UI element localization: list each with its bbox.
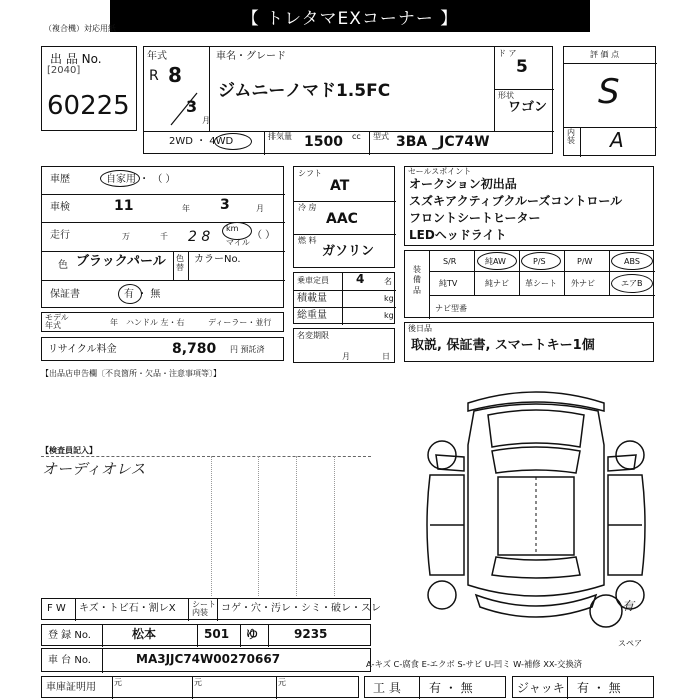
registration-row xyxy=(41,624,371,646)
seat-value: コゲ・穴・汚レ・シミ・破レ・スレ xyxy=(221,603,381,614)
car-label: 車名・グレード xyxy=(216,51,286,62)
capacity-value: 4 xyxy=(356,272,365,286)
mileage-sen: 千 xyxy=(160,232,168,241)
sales-points-box xyxy=(404,166,654,246)
registration-kana: ゆ xyxy=(246,627,259,641)
score-value: S xyxy=(598,72,620,112)
drive-circle xyxy=(214,133,252,150)
load-label: 積載量 xyxy=(297,293,327,304)
lot-label: 出 品 No. xyxy=(50,52,102,66)
cert-cell-1: 元 xyxy=(114,678,122,687)
cert-row xyxy=(41,676,359,698)
sales-point-1: オークション初出品 xyxy=(409,177,517,191)
jack-value: 有 ・ 無 xyxy=(577,681,621,695)
warranty-circle xyxy=(118,284,142,304)
reg-deadline-label: 名変期限 xyxy=(297,331,329,340)
equip-ext-navi: 外ナビ xyxy=(571,279,595,288)
inspector-note: オーディオレス xyxy=(42,460,146,478)
registration-class: 501 xyxy=(204,627,230,641)
header-note: （複合機）対応用紙 xyxy=(44,24,116,33)
fuel-value: ガソリン xyxy=(322,244,375,259)
damage-legend: A-キズ C-腐食 E-エクボ S-サビ U-凹ミ W-補修 XX-交換済 xyxy=(366,659,583,669)
tools-label: 工 具 xyxy=(373,681,401,695)
recycle-unit: 円 預託済 xyxy=(230,345,265,354)
fw-label: F W xyxy=(47,603,66,614)
aircon-value: AAC xyxy=(326,211,358,227)
reg-deadline-day: 日 xyxy=(382,352,390,361)
recycle-value: 8,780 xyxy=(172,341,217,357)
mileage-km: km xyxy=(226,224,239,233)
chassis-value: MA3JJC74W00270667 xyxy=(136,652,281,666)
equip-pw: P/W xyxy=(577,257,593,266)
year-month-unit: 月 xyxy=(202,116,210,125)
inspection-label: 車検 xyxy=(50,202,70,213)
sales-point-4: LEDヘッドライト xyxy=(409,228,507,242)
chassis-label: 車 台 No. xyxy=(48,655,91,666)
equip-ps-circle xyxy=(521,252,561,270)
capacity-unit: 名 xyxy=(384,277,392,286)
equip-ps: P/S xyxy=(533,257,546,266)
reg-deadline-month: 月 xyxy=(342,352,350,361)
shift-value: AT xyxy=(330,178,350,194)
model-year-row xyxy=(41,312,284,332)
equip-aw-circle xyxy=(477,252,517,270)
mileage-mile: マイル xyxy=(226,238,250,247)
post-delivery-box xyxy=(404,322,654,362)
tools-row xyxy=(364,676,506,698)
navi-model-label: ナビ型番 xyxy=(435,304,467,313)
cert-cell-3: 元 xyxy=(278,678,286,687)
load-unit: kg xyxy=(384,294,394,303)
cert-cell-2: 元 xyxy=(194,678,202,687)
gross-label: 総重量 xyxy=(297,310,327,321)
aircon-label: 冷 房 xyxy=(298,203,317,212)
color-repaint: 色替 xyxy=(176,254,184,272)
seat-label: シート内装 xyxy=(192,600,216,617)
body-type-label: 形状 xyxy=(498,91,514,100)
interior-value: A xyxy=(610,128,624,152)
spec-box xyxy=(293,166,395,268)
lot-box xyxy=(41,46,137,131)
page-banner: 【 トレタマEXコーナー 】 xyxy=(110,0,590,32)
registration-number: 9235 xyxy=(294,627,328,641)
equip-leather: 革シート xyxy=(525,279,557,288)
spare-mark: 有 xyxy=(622,599,635,613)
fw-value: キズ・トビ石・割レX xyxy=(79,603,176,614)
doors-value: 5 xyxy=(516,57,528,77)
model-year-label: モデル年式 xyxy=(45,313,69,330)
interior-label: 内装 xyxy=(567,128,575,145)
equip-sr: S/R xyxy=(443,257,457,266)
handle-text: ハンドル 左・右 xyxy=(126,318,185,327)
shift-label: シフト xyxy=(298,169,322,178)
score-label: 評 価 点 xyxy=(590,50,620,59)
equip-aw: 純AW xyxy=(485,257,506,266)
capacity-box xyxy=(293,272,395,324)
history-label: 車歴 xyxy=(50,174,70,185)
color-label: 色 xyxy=(58,260,68,271)
cert-label: 車庫証明用 xyxy=(46,682,96,693)
year-era: R xyxy=(149,68,159,84)
equip-airbag: エアB xyxy=(621,279,643,288)
dealer-text: ディーラー・並行 xyxy=(208,318,272,327)
mileage-label: 走行 xyxy=(50,230,70,241)
color-no-label: カラーNo. xyxy=(194,254,241,265)
warranty-label: 保証書 xyxy=(50,289,80,300)
inspection-year-unit: 年 xyxy=(182,204,190,213)
year-label: 年式 xyxy=(147,51,167,62)
jack-row xyxy=(512,676,654,698)
equip-abs: ABS xyxy=(624,257,640,266)
equipment-box xyxy=(404,250,654,318)
inspector-label: 【検査員記入】 xyxy=(41,446,97,455)
equip-abs-circle xyxy=(611,252,653,270)
registration-label: 登 録 No. xyxy=(48,630,91,641)
defects-row xyxy=(41,598,381,620)
recycle-row xyxy=(41,337,284,361)
lot-number: 60225 xyxy=(47,91,130,121)
doors-label: ド ア xyxy=(498,49,517,58)
displacement-unit: cc xyxy=(352,132,361,141)
post-delivery-label: 後日品 xyxy=(408,324,432,333)
displacement-value: 1500 xyxy=(304,134,343,150)
sales-point-3: フロントシートヒーター xyxy=(409,211,541,225)
mileage-man: 万 xyxy=(122,232,130,241)
score-box xyxy=(563,46,656,156)
post-delivery-value: 取説, 保証書, スマートキー1個 xyxy=(411,338,595,353)
equip-tv: 純TV xyxy=(439,279,458,288)
displacement-label: 排気量 xyxy=(268,132,292,141)
car-diagram xyxy=(416,385,656,645)
registration-region: 松本 xyxy=(132,627,157,641)
history-table xyxy=(41,166,284,308)
car-name: ジムニーノマド1.5FC xyxy=(218,81,391,101)
jack-label: ジャッキ xyxy=(517,681,565,695)
equip-airbag-circle xyxy=(611,274,653,293)
year-value: 8 xyxy=(168,63,182,87)
inspection-year: 11 xyxy=(114,198,134,214)
mileage-paren: （ ） xyxy=(252,230,276,241)
spare-label: スペア xyxy=(618,639,642,648)
capacity-label: 乗車定員 xyxy=(297,276,329,285)
mileage-value: 2 8 xyxy=(188,229,211,245)
fuel-label: 燃 料 xyxy=(298,236,317,245)
equip-navi: 純ナビ xyxy=(485,279,509,288)
lot-stamp: [2040] xyxy=(47,65,81,76)
mileage-km-circle xyxy=(222,222,252,240)
model-label: 型式 xyxy=(373,132,389,141)
warranty-value: 有 ・ 無 xyxy=(124,289,161,300)
recycle-label: リサイクル料金 xyxy=(48,344,117,355)
year-month: 3 xyxy=(186,97,198,116)
sales-points-label: セールスポイント xyxy=(408,167,472,176)
gross-unit: kg xyxy=(384,311,394,320)
drive-text: 2WD ・ 4WD xyxy=(169,136,234,147)
history-value: 自家用 ・ （ ） xyxy=(106,174,176,185)
body-type-value: ワゴン xyxy=(508,100,548,115)
history-circle xyxy=(100,170,140,187)
tools-value: 有 ・ 無 xyxy=(429,681,473,695)
sales-point-2: スズキアクティブクルーズコントロール xyxy=(409,194,623,208)
vehicle-info-box xyxy=(143,46,553,154)
model-value: 3BA _JC74W xyxy=(396,134,490,150)
color-value: ブラックパール xyxy=(76,254,166,269)
declaration-label: 【出品店申告欄〔不良箇所・欠品・注意事項等〕】 xyxy=(41,369,221,378)
inspection-month: 3 xyxy=(220,197,230,213)
reg-deadline-box xyxy=(293,328,395,363)
equipment-label: 装備品 xyxy=(413,265,421,295)
inspection-month-unit: 月 xyxy=(256,204,264,213)
chassis-row xyxy=(41,648,371,672)
model-year-unit: 年 xyxy=(110,318,118,327)
